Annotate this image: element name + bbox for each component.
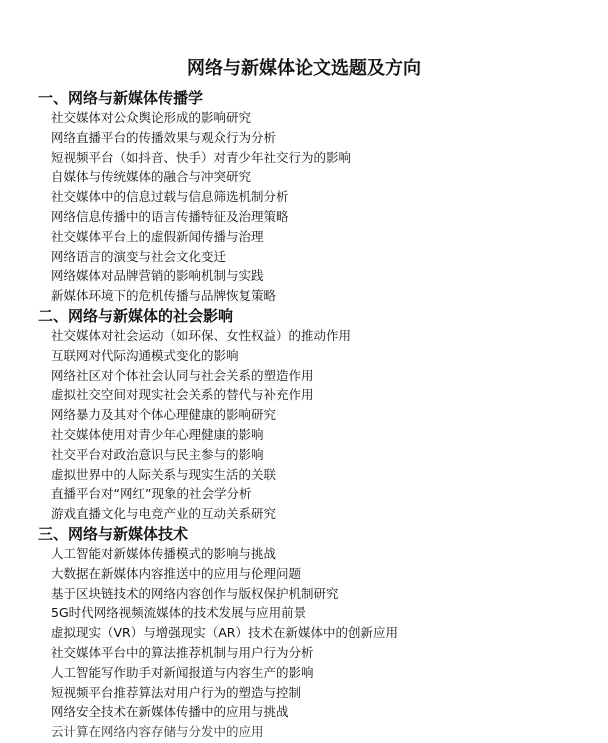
topic-item: 社交媒体平台上的虚假新闻传播与治理 <box>51 228 264 244</box>
topic-item: 云计算在网络内容存储与分发中的应用 <box>51 724 264 740</box>
topic-item: 基于区块链技术的网络内容创作与版权保护机制研究 <box>51 585 339 601</box>
section-communication <box>0 88 608 306</box>
topic-item: 人工智能写作助手对新闻报道与内容生产的影响 <box>51 664 314 680</box>
topic-item: 社交媒体平台中的算法推荐机制与用户行为分析 <box>51 644 314 660</box>
topic-item: 网络直播平台的传播效果与观众行为分析 <box>51 129 277 145</box>
topic-item: 新媒体环境下的危机传播与品牌恢复策略 <box>51 288 277 304</box>
topic-item: 人工智能对新媒体传播模式的影响与挑战 <box>51 545 277 561</box>
topic-item: 网络信息传播中的语言传播特征及治理策略 <box>51 208 289 224</box>
topic-item: 社交媒体对公众舆论形成的影响研究 <box>51 110 252 125</box>
section-technology <box>0 524 608 742</box>
document-title: 网络与新媒体论文选题及方向 <box>187 58 421 79</box>
topic-item: 自媒体与传统媒体的融合与冲突研究 <box>51 169 252 185</box>
topic-item: 社交媒体使用对青少年心理健康的影响 <box>51 426 264 442</box>
section-social-impact <box>0 306 608 524</box>
topic-item: 网络语言的演变与社会文化变迁 <box>51 248 227 264</box>
topic-item: 网络社区对个体社会认同与社会关系的塑造作用 <box>51 367 314 383</box>
topic-item: 社交媒体对社会运动（如环保、女性权益）的推动作用 <box>51 327 352 343</box>
section-heading: 一、网络与新媒体传播学 <box>38 89 204 107</box>
section-heading: 三、网络与新媒体技术 <box>38 524 189 543</box>
topic-list <box>0 544 608 742</box>
topic-item: 网络安全技术在新媒体传播中的应用与挑战 <box>51 704 289 720</box>
topic-item: 短视频平台（如抖音、快手）对青少年社交行为的影响 <box>51 149 352 165</box>
topic-list <box>0 326 608 524</box>
topic-item: 网络媒体对品牌营销的影响机制与实践 <box>51 268 264 284</box>
topic-item: 虚拟社交空间对现实社会关系的替代与补充作用 <box>51 387 314 403</box>
topic-item: 短视频平台推荐算法对用户行为的塑造与控制 <box>51 684 302 700</box>
topic-item: 游戏直播文化与电竞产业的互动关系研究 <box>51 506 277 522</box>
topic-item: 社交平台对政治意识与民主参与的影响 <box>51 446 264 462</box>
topic-item: 社交媒体中的信息过载与信息筛选机制分析 <box>51 189 289 205</box>
section-heading: 二、网络与新媒体的社会影响 <box>38 306 234 325</box>
topic-item: 大数据在新媒体内容推送中的应用与伦理问题 <box>51 565 302 581</box>
topic-item: 网络暴力及其对个体心理健康的影响研究 <box>51 407 277 423</box>
topic-item: 直播平台对“网红”现象的社会学分析 <box>51 486 252 502</box>
topic-item: 虚拟现实（VR）与增强现实（AR）技术在新媒体中的创新应用 <box>51 625 398 641</box>
document-body <box>0 88 608 742</box>
topic-item: 5G时代网络视频流媒体的技术发展与应用前景 <box>51 605 307 621</box>
topic-item: 互联网对代际沟通模式变化的影响 <box>51 347 239 363</box>
topic-list <box>0 108 608 306</box>
topic-item: 虚拟世界中的人际关系与现实生活的关联 <box>51 466 277 482</box>
